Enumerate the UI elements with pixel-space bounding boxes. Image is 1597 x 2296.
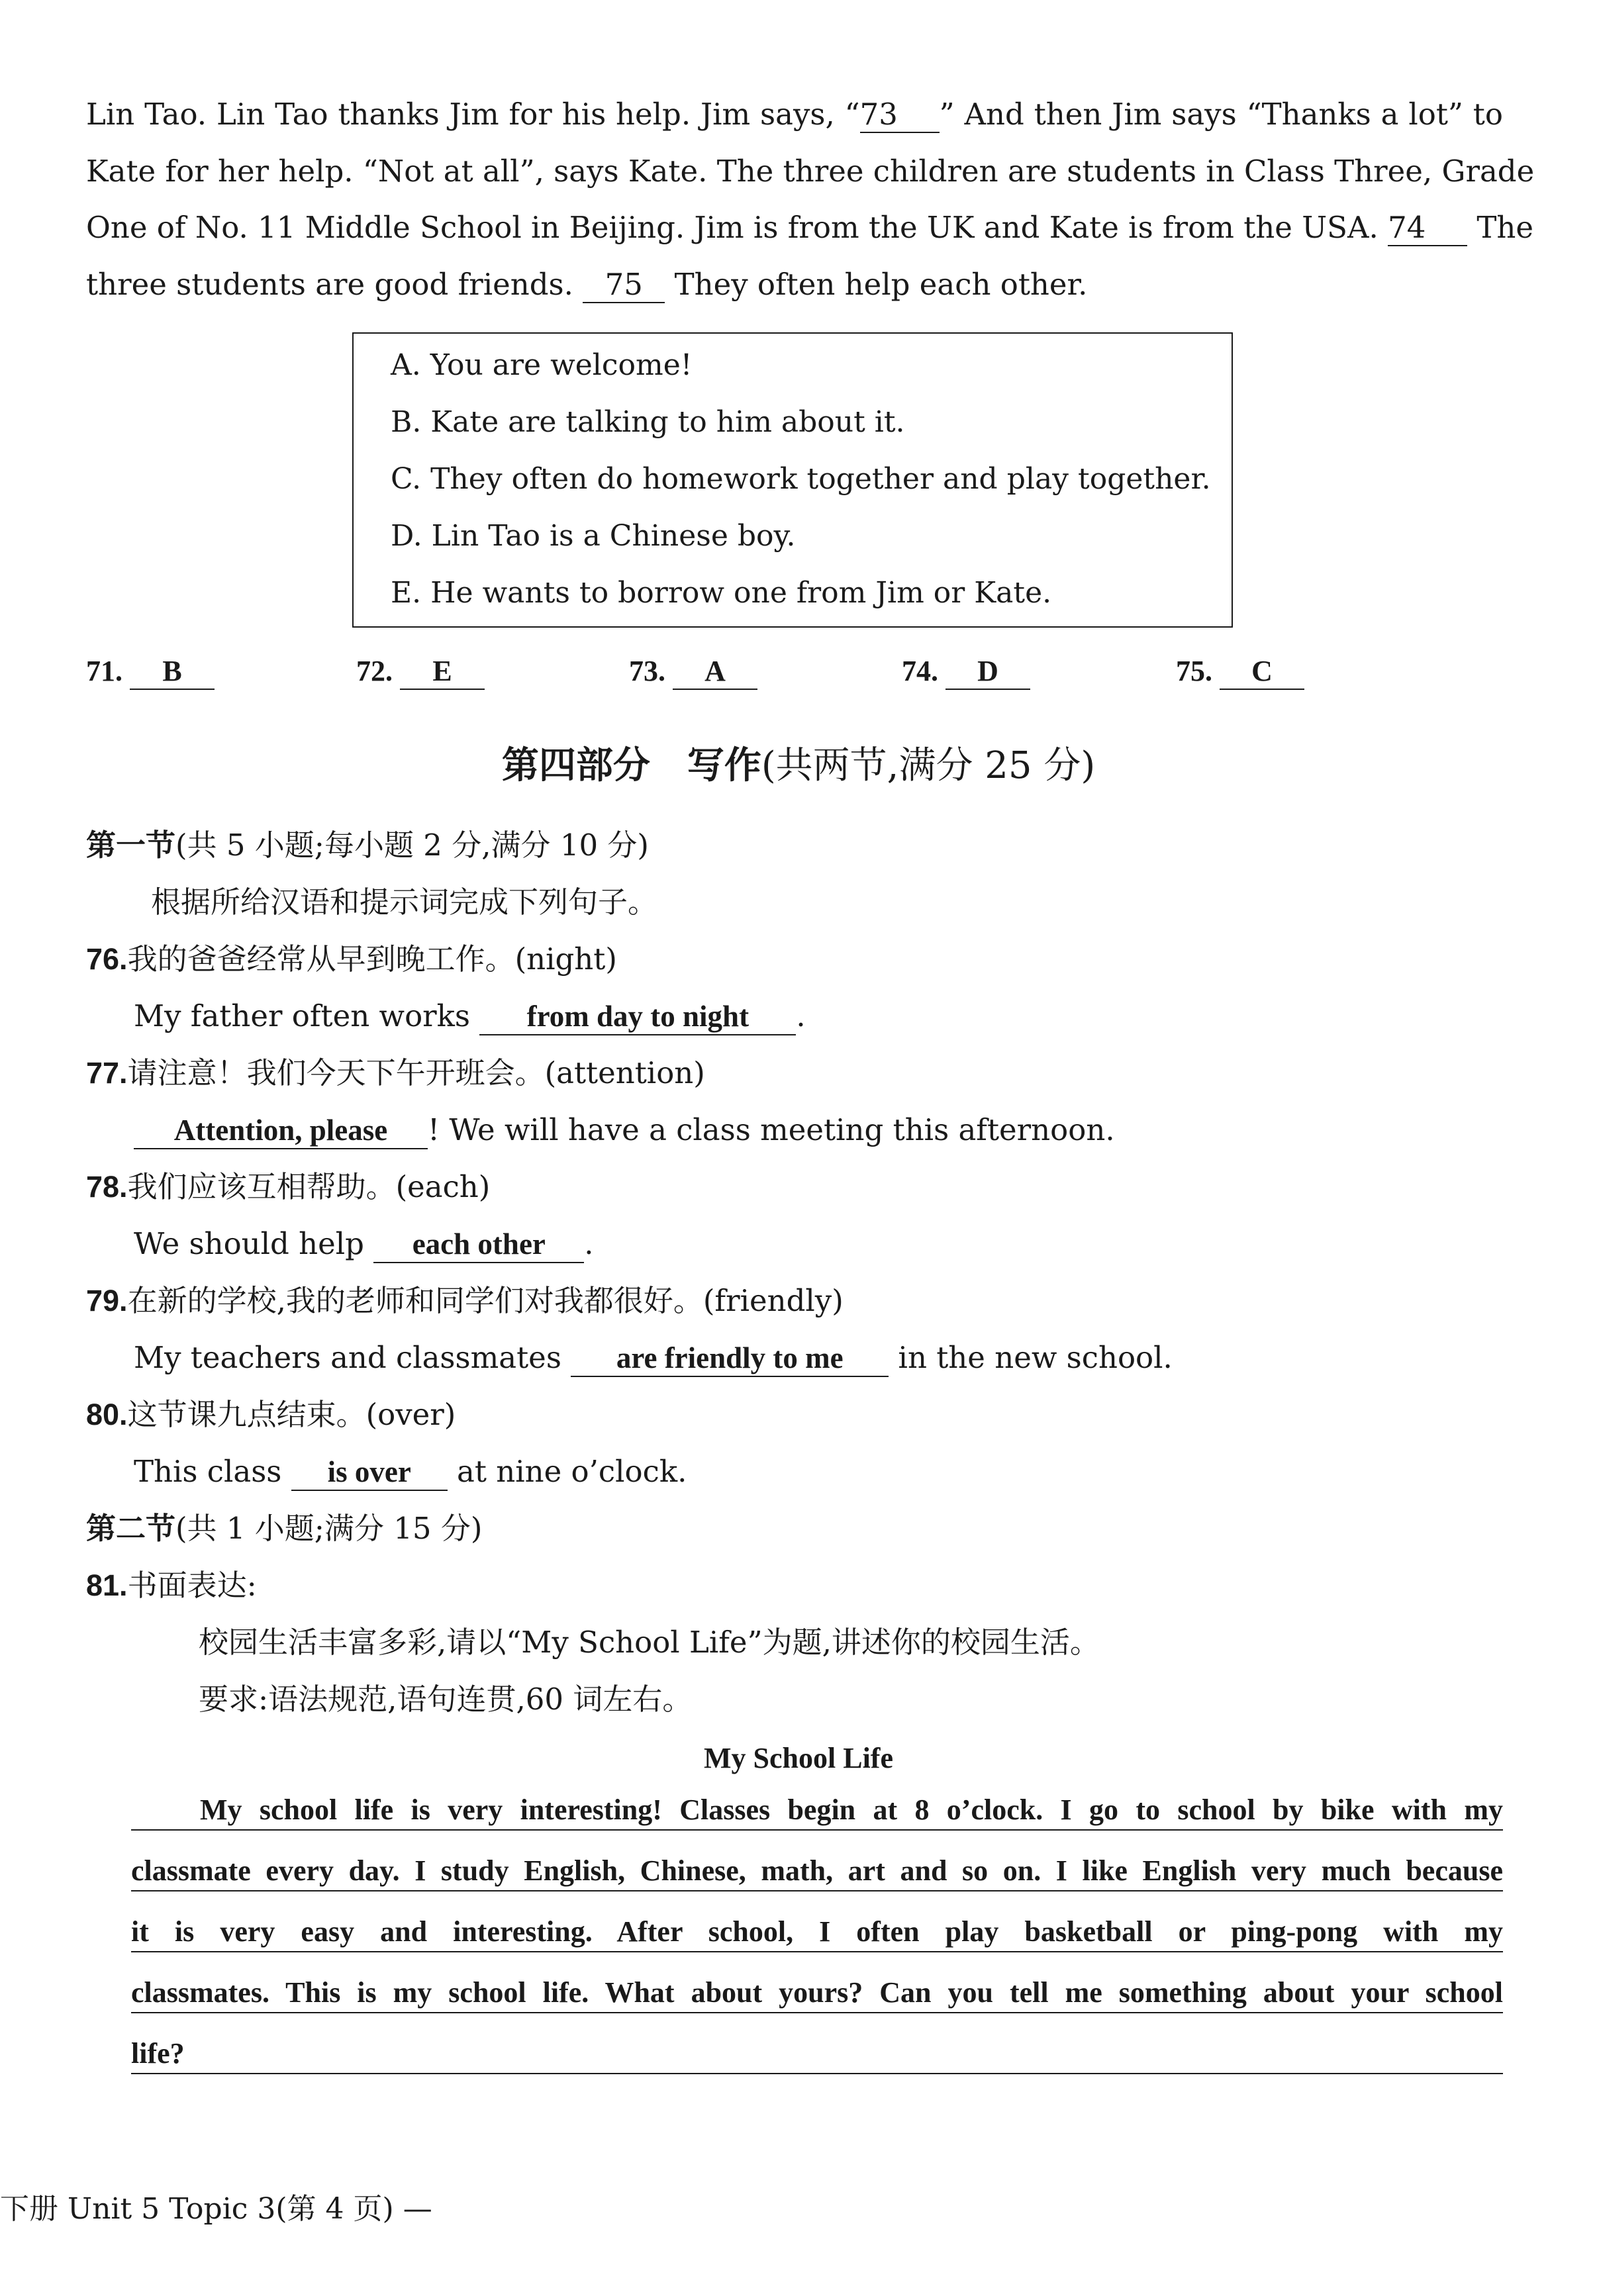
answer-number: 72. bbox=[356, 655, 393, 687]
section1-title: 第一节 bbox=[86, 828, 176, 863]
q77-answer-line bbox=[134, 1112, 1115, 1149]
section2-header bbox=[86, 1511, 482, 1547]
option-e: E. He wants to borrow one from Jim or Kate. bbox=[391, 576, 1052, 610]
answer-72 bbox=[356, 654, 485, 690]
sentence-text: . bbox=[796, 998, 806, 1033]
question-chinese: 我们应该互相帮助。(each) bbox=[127, 1169, 491, 1204]
sentence-text: My father often works bbox=[134, 998, 471, 1033]
sentence-text: in the new school. bbox=[898, 1340, 1173, 1375]
q79-answer-line bbox=[134, 1340, 1173, 1377]
essay-line-1: My school life is very interesting! Classes begin at 8 o’clock. I go to school by bike with my bbox=[131, 1793, 1503, 1831]
blank-73: 73 bbox=[860, 97, 940, 133]
essay-line-2: classmate every day. I study English, Chinese, math, art and so on. I like English very much because bbox=[131, 1854, 1503, 1891]
question-chinese: 这节课九点结束。(over) bbox=[127, 1397, 456, 1432]
essay-title: My School Life bbox=[704, 1742, 893, 1774]
section1-info: (共 5 小题;每小题 2 分,满分 10 分) bbox=[175, 828, 649, 863]
essay-line-3: it is very easy and interesting. After school, I often play basketball or ping-pong with my bbox=[131, 1915, 1503, 1952]
question-number: 81. bbox=[86, 1568, 128, 1602]
question-number: 78. bbox=[86, 1170, 128, 1204]
q78-answer: each other bbox=[373, 1227, 584, 1263]
question-number: 77. bbox=[86, 1056, 128, 1090]
q81-label bbox=[86, 1568, 257, 1603]
q81-requirement: 要求:语法规范,语句连贯,60 词左右。 bbox=[199, 1682, 693, 1717]
q76-answer: from day to night bbox=[479, 1000, 796, 1035]
passage-text: three students are good friends. bbox=[86, 267, 573, 302]
question-chinese: 在新的学校,我的老师和同学们对我都很好。(friendly) bbox=[127, 1283, 844, 1318]
passage-line-2: Kate for her help. “Not at all”, says Kate. The three children are students in Class Three, Grade bbox=[86, 154, 1535, 189]
question-chinese: 我的爸爸经常从早到晚工作。(night) bbox=[127, 941, 617, 977]
essay-line-4: classmates. This is my school life. What about yours? Can you tell me something about your school bbox=[131, 1976, 1503, 2013]
section2-title: 第二节 bbox=[86, 1511, 176, 1546]
passage-text: The bbox=[1476, 210, 1534, 245]
blank-75: 75 bbox=[583, 267, 665, 303]
q77-answer: Attention, please bbox=[134, 1114, 428, 1149]
answer-number: 71. bbox=[86, 655, 122, 687]
q78-prompt bbox=[86, 1169, 490, 1205]
answer-73 bbox=[629, 654, 757, 690]
answer-value: A bbox=[673, 655, 757, 690]
q80-answer-line bbox=[134, 1454, 687, 1491]
q81-prompt: 校园生活丰富多彩,请以“My School Life”为题,讲述你的校园生活。 bbox=[199, 1625, 1100, 1660]
question-number: 79. bbox=[86, 1284, 128, 1317]
answer-71 bbox=[86, 654, 215, 690]
question-chinese: 请注意！我们今天下午开班会。(attention) bbox=[127, 1055, 705, 1090]
option-b: B. Kate are talking to him about it. bbox=[391, 405, 905, 439]
answer-value: D bbox=[945, 655, 1030, 690]
q79-prompt bbox=[86, 1283, 844, 1319]
q79-answer: are friendly to me bbox=[571, 1341, 889, 1377]
passage-text: One of No. 11 Middle School in Beijing. Jim is from the UK and Kate is from the USA. bbox=[86, 210, 1379, 245]
sentence-text: My teachers and classmates bbox=[134, 1340, 561, 1375]
sentence-text: ! We will have a class meeting this afternoon. bbox=[428, 1112, 1115, 1147]
passage-text: They often help each other. bbox=[674, 267, 1088, 302]
answer-75 bbox=[1176, 654, 1304, 690]
section2-info: (共 1 小题;满分 15 分) bbox=[175, 1511, 483, 1546]
part4-subtitle: (共两节,满分 25 分) bbox=[761, 744, 1096, 787]
part4-heading bbox=[0, 736, 1597, 789]
passage-text: Lin Tao. Lin Tao thanks Jim for his help. Jim says, “ bbox=[86, 97, 860, 132]
answer-number: 73. bbox=[629, 655, 665, 687]
page-footer: 下册 Unit 5 Topic 3(第 4 页) — bbox=[0, 2192, 432, 2226]
sentence-text: We should help bbox=[134, 1226, 364, 1261]
passage-text: ” And then Jim says “Thanks a lot” to bbox=[939, 97, 1503, 132]
question-number: 80. bbox=[86, 1398, 128, 1431]
answer-value: C bbox=[1220, 655, 1304, 690]
question-label: 书面表达: bbox=[127, 1568, 257, 1603]
passage-line-4 bbox=[86, 267, 1087, 303]
part4-title: 第四部分 写作 bbox=[501, 743, 761, 787]
section1-header bbox=[86, 828, 649, 863]
sentence-text: This class bbox=[134, 1454, 282, 1489]
sentence-text: . bbox=[584, 1226, 594, 1261]
answer-number: 74. bbox=[902, 655, 938, 687]
answer-number: 75. bbox=[1176, 655, 1212, 687]
passage-line-3 bbox=[86, 210, 1534, 246]
q78-answer-line bbox=[134, 1226, 594, 1263]
passage-line-1 bbox=[86, 97, 1503, 133]
option-c: C. They often do homework together and play together. bbox=[391, 462, 1211, 496]
answer-value: B bbox=[130, 655, 215, 690]
question-number: 76. bbox=[86, 942, 128, 976]
option-a: A. You are welcome! bbox=[391, 348, 693, 382]
answer-value: E bbox=[400, 655, 485, 690]
q77-prompt bbox=[86, 1055, 705, 1091]
options-box bbox=[352, 332, 1233, 628]
option-d: D. Lin Tao is a Chinese boy. bbox=[391, 519, 796, 553]
q76-prompt bbox=[86, 941, 617, 977]
q76-answer-line bbox=[134, 998, 806, 1035]
q80-answer: is over bbox=[291, 1455, 448, 1491]
q80-prompt bbox=[86, 1397, 456, 1433]
blank-74: 74 bbox=[1388, 211, 1467, 246]
answer-74 bbox=[902, 654, 1030, 690]
sentence-text: at nine o’clock. bbox=[457, 1454, 687, 1489]
section1-instruction: 根据所给汉语和提示词完成下列句子。 bbox=[151, 885, 658, 920]
essay-line-5: life? bbox=[131, 2036, 1503, 2074]
